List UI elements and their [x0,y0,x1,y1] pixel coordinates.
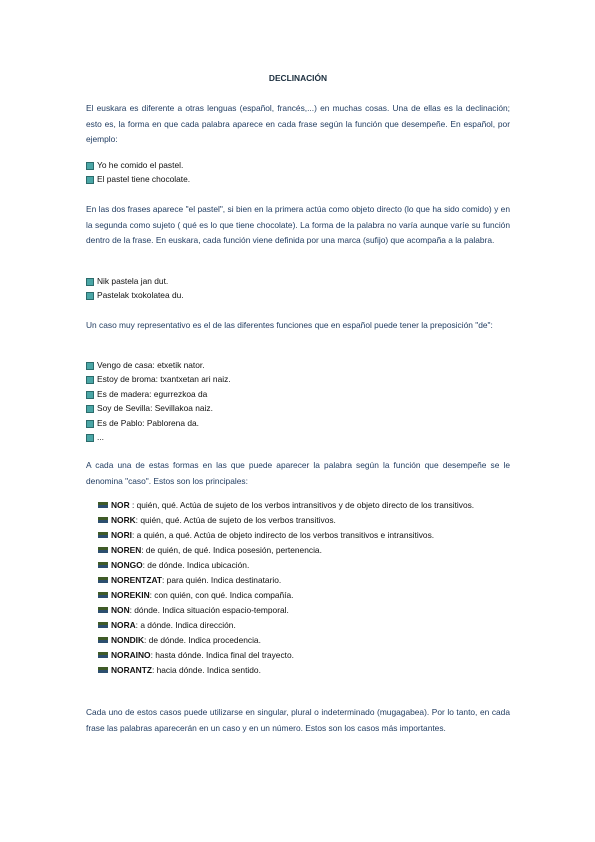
case-description: : quién, qué. Actúa de sujeto de los verbos intransitivos y de objeto directo de los transitivos. [129,500,475,510]
document-title: DECLINACIÓN [268,73,328,83]
list-item: Es de Pablo: Pablorena da. [86,416,510,430]
list-item: Soy de Sevilla: Sevillakoa naiz. [86,401,510,415]
bullet-bar-icon [98,547,108,553]
case-name: NON [111,605,130,615]
bullet-bar-icon [98,577,108,583]
case-name: NOR [111,500,130,510]
preposition-examples-list [86,358,510,444]
list-item: El pastel tiene chocolate. [86,172,510,186]
list-item: Vengo de casa: etxetik nator. [86,358,510,372]
bullet-square-icon [86,362,94,370]
case-description: : a dónde. Indica dirección. [135,620,236,630]
case-item [98,558,510,573]
bullet-bar-icon [98,562,108,568]
case-name: NORI [111,530,132,540]
list-item: ... [86,430,510,444]
bullet-bar-icon [98,592,108,598]
bullet-bar-icon [98,667,108,673]
case-item [98,618,510,633]
case-name: NORENTZAT [111,575,163,585]
case-item [98,588,510,603]
case-description: : con quién, con qué. Indica compañía. [149,590,294,600]
case-name: NORK [111,515,136,525]
case-name: NONGO [111,560,143,570]
list-item: Estoy de broma: txantxetan ari naiz. [86,372,510,386]
explanation-paragraph: En las dos frases aparece "el pastel", si bien en la primera actúa como objeto directo (lo que ha sido comido) y en la segunda como sujeto ( qué es lo que tiene chocolate). La forma de la palabra no varía aunque varíe su función dentro de la frase. En euskara, cada función viene definida por una marca (sufijo) que acompaña a la palabra. [86,204,510,246]
bullet-bar-icon [98,637,108,643]
case-description: : hasta dónde. Indica final del trayecto. [150,650,294,660]
basque-examples-list [86,274,510,303]
list-item: Es de madera: egurrezkoa da [86,387,510,401]
bullet-bar-icon [98,502,108,508]
cases-list [98,498,510,678]
bullet-square-icon [86,391,94,399]
case-name: NORA [111,620,136,630]
bullet-bar-icon [98,532,108,538]
case-item [98,603,510,618]
case-description: : de dónde. Indica procedencia. [144,635,261,645]
bullet-square-icon [86,176,94,184]
case-description: : de quién, de qué. Indica posesión, pertenencia. [141,545,322,555]
cases-intro-paragraph: A cada una de estas formas en las que puede aparecer la palabra según la función que desempeñe se le denomina "caso". Estos son los principales: [86,460,510,486]
case-item [98,633,510,648]
bullet-square-icon [86,376,94,384]
case-name: NORAINO [111,650,151,660]
intro-paragraph: El euskara es diferente a otras lenguas (español, francés,...) en muchas cosas. Una de ellas es la declinación; esto es, la forma en que cada palabra aparece en cada frase según la función que desempeñe. En español, por ejemplo: [86,103,510,145]
bullet-bar-icon [98,517,108,523]
bullet-bar-icon [98,652,108,658]
list-item: Pastelak txokolatea du. [86,288,510,302]
spanish-examples-list [86,158,510,187]
closing-paragraph: Cada uno de estos casos puede utilizarse en singular, plural o indeterminado (mugagabea). Por lo tanto, en cada frase las palabras aparecerán en un caso y en un número. Estos son los casos más importantes. [86,707,510,733]
bullet-square-icon [86,162,94,170]
case-description: : para quién. Indica destinatario. [162,575,282,585]
list-item: Nik pastela jan dut. [86,274,510,288]
case-description: : a quién, a qué. Actúa de objeto indirecto de los verbos transitivos e intransitivos. [131,530,435,540]
case-item [98,648,510,663]
bullet-square-icon [86,434,94,442]
case-item [98,663,510,678]
case-item [98,528,510,543]
bullet-bar-icon [98,607,108,613]
case-description: : dónde. Indica situación espacio-temporal. [129,605,289,615]
case-name: NOREKIN [111,590,150,600]
bullet-square-icon [86,292,94,300]
case-item [98,498,510,513]
case-description: : hacia dónde. Indica sentido. [151,665,261,675]
bullet-bar-icon [98,622,108,628]
bullet-square-icon [86,420,94,428]
bullet-square-icon [86,405,94,413]
case-description: : de dónde. Indica ubicación. [142,560,250,570]
case-item [98,573,510,588]
case-description: : quién, qué. Actúa de sujeto de los verbos transitivos. [135,515,336,525]
preposition-paragraph: Un caso muy representativo es el de las diferentes funciones que en español puede tener la preposición "de": [86,320,493,330]
bullet-square-icon [86,278,94,286]
case-item [98,513,510,528]
case-item [98,543,510,558]
case-name: NORANTZ [111,665,152,675]
case-name: NONDIK [111,635,145,645]
case-name: NOREN [111,545,142,555]
list-item: Yo he comido el pastel. [86,158,510,172]
